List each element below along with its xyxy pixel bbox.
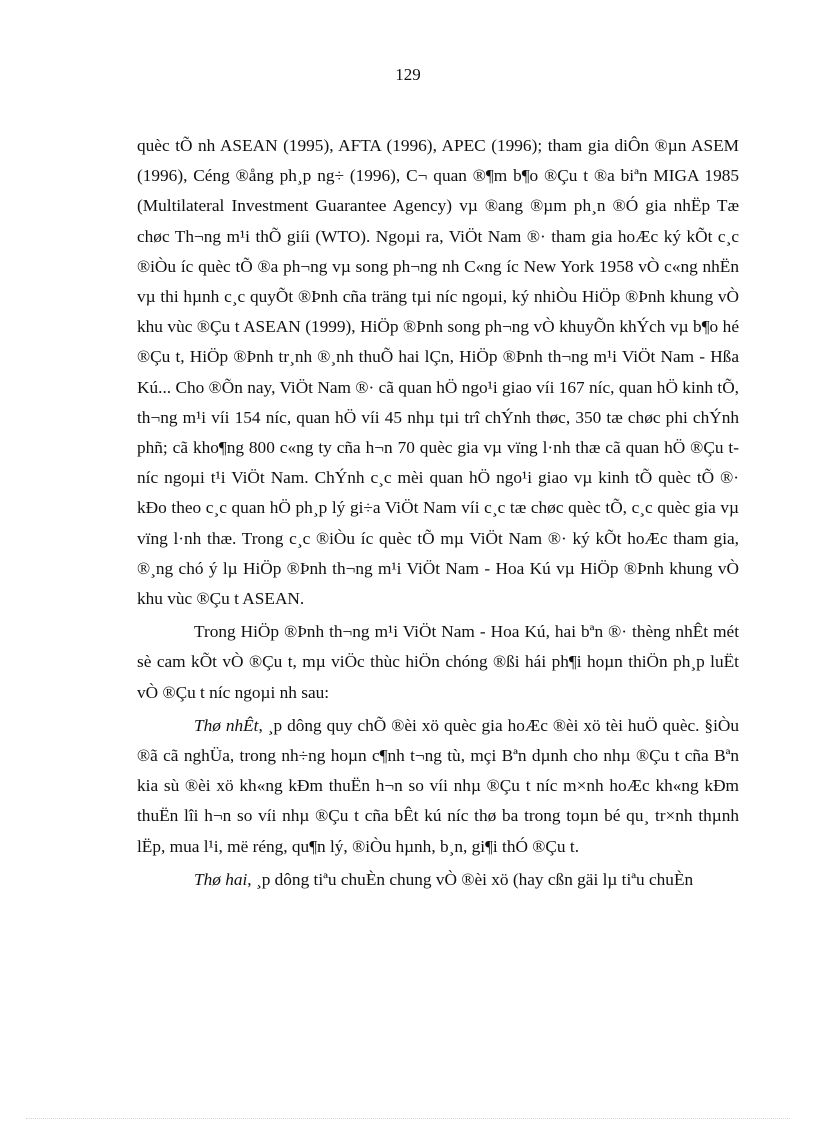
paragraph-3	[137, 711, 739, 862]
page-bottom-rule	[26, 1118, 790, 1119]
paragraph-4	[137, 865, 739, 895]
page-number: 129	[395, 65, 421, 84]
paragraph-4-body: , ¸p dông tiªu chuÈn chung vÒ ®èi xö (hay cßn gäi lµ tiªu chuÈn	[247, 869, 694, 889]
body-text	[137, 131, 739, 895]
paragraph-4-lead: Thø hai	[194, 869, 248, 889]
paragraph-1: quèc tÕ nh ASEAN (1995), AFTA (1996), APEC (1996); tham gia diÔn ®µn ASEM (1996), Céng ®ång ph¸p ng÷ (1996), C¬ quan ®¶m b¶o ®Çu t ®a biªn MIGA 1985 (Multilateral Investment Guarantee Agency) vµ ®ang ®µm ph¸n ®Ó gia nhËp Tæ chøc Th¬ng m¹i thÕ giíi (WTO). Ngoµi ra, ViÖt Nam ®· tham gia hoÆc ký kÕt c¸c ®iÒu íc quèc tÕ ®a ph¬ng vµ song ph¬ng nh C«ng íc New York 1958 vÒ c«ng nhËn vµ thi hµnh c¸c quyÕt ®Þnh cña träng tµi níc ngoµi, ký nhiÒu HiÖp ®Þnh khung vÒ khu vùc ®Çu t ASEAN (1999), HiÖp ®Þnh song ph¬ng vÒ khuyÕn khÝch vµ b¶o hé ®Çu t, HiÖp ®Þnh tr¸nh ®¸nh thuÕ hai lÇn, HiÖp ®Þnh th¬ng m¹i ViÖt Nam - Hßa Kú... Cho ®Õn nay, ViÖt Nam ®· cã quan hÖ ngo¹i giao víi 167 níc, quan hÖ kinh tÕ, th¬ng m¹i víi 154 níc, quan hÖ víi 45 nhµ tµi trî chÝnh thøc, 350 tæ chøc phi chÝnh phñ; cã kho¶ng 800 c«ng ty cña h¬n 70 quèc gia vµ vïng l·nh thæ cã quan hÖ ®Çu t níc ngoµi t¹i ViÖt Nam. ChÝnh c¸c mèi quan hÖ ngo¹i giao vµ kinh tÕ quèc tÕ ®· kÐo theo c¸c quan hÖ ph¸p lý gi÷a ViÖt Nam víi c¸c tæ chøc quèc tÕ, c¸c quèc gia vµ vïng l·nh thæ. Trong c¸c ®iÒu íc quèc tÕ mµ ViÖt Nam ®· ký kÕt hoÆc tham gia, ®¸ng chó ý lµ HiÖp ®Þnh th¬ng m¹i ViÖt Nam - Hoa Kú vµ HiÖp ®Þnh khung vÒ khu vùc ®Çu t ASEAN.	[137, 136, 739, 609]
paragraph-3-body: , ¸p dông quy chÕ ®èi xö quèc gia hoÆc ®èi xö tèi huÖ quèc. §iÒu ®ã cã nghÜa, trong nh÷ng hoµn c¶nh t¬ng tù, mçi Bªn dµnh cho nhµ ®Çu t cña Bªn kia sù ®èi xö kh«ng kÐm thuËn h¬n so víi nhµ ®Çu t níc m×nh hoÆc kh«ng kÐm thuËn lîi h¬n so víi nhµ ®Çu t cña bÊt kú níc thø ba trong toµn bé qu¸ tr×nh thµnh lËp, mua l¹i, më réng, qu¶n lý, ®iÒu hµnh, b¸n, gi¶i thÓ ®Çu t.	[137, 715, 739, 856]
paragraph-3-lead: Thø nhÊt	[194, 715, 259, 735]
paragraph-2: Trong HiÖp ®Þnh th¬ng m¹i ViÖt Nam - Hoa Kú, hai bªn ®· thèng nhÊt mét sè cam kÕt vÒ ®Çu t, mµ viÖc thùc hiÖn chóng ®ßi hái ph¶i hoµn thiÖn ph¸p luËt vÒ ®Çu t níc ngoµi nh sau:	[137, 622, 739, 702]
